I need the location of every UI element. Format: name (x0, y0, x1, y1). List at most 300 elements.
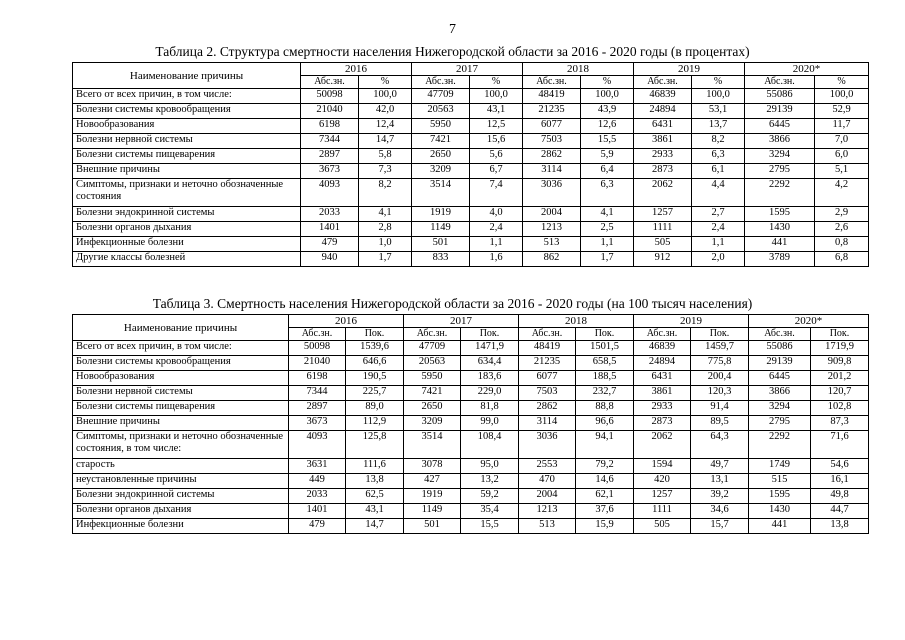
column-header-cause: Наименование причины (73, 63, 301, 89)
value-cell: 6,1 (692, 164, 745, 179)
value-cell: 2033 (289, 489, 346, 504)
cause-name-cell: Новообразования (73, 371, 289, 386)
value-cell: 62,1 (576, 489, 634, 504)
sub-column-header: Абс.зн. (749, 328, 811, 341)
sub-column-header: % (470, 76, 523, 89)
value-cell: 46839 (634, 89, 692, 104)
value-cell: 79,2 (576, 459, 634, 474)
year-header: 2018 (523, 63, 634, 76)
value-cell: 1401 (301, 222, 359, 237)
value-cell: 3866 (749, 386, 811, 401)
value-cell: 1213 (523, 222, 581, 237)
value-cell: 658,5 (576, 356, 634, 371)
value-cell: 14,7 (346, 519, 404, 534)
value-cell: 13,1 (691, 474, 749, 489)
table-row (73, 386, 869, 401)
value-cell: 3036 (523, 179, 581, 207)
sub-column-header: Пок. (461, 328, 519, 341)
value-cell: 2033 (301, 207, 359, 222)
year-header: 2017 (412, 63, 523, 76)
value-cell: 7421 (404, 386, 461, 401)
value-cell: 2,4 (470, 222, 523, 237)
value-cell: 6077 (523, 119, 581, 134)
cause-name-cell: Инфекционные болезни (73, 519, 289, 534)
value-cell: 4,0 (470, 207, 523, 222)
value-cell: 112,9 (346, 416, 404, 431)
value-cell: 52,9 (815, 104, 869, 119)
value-cell: 200,4 (691, 371, 749, 386)
sub-column-header: Абс.зн. (412, 76, 470, 89)
value-cell: 2062 (634, 179, 692, 207)
value-cell: 46839 (634, 341, 691, 356)
table-row (73, 519, 869, 534)
value-cell: 13,8 (811, 519, 869, 534)
value-cell: 1213 (519, 504, 576, 519)
value-cell: 225,7 (346, 386, 404, 401)
value-cell: 4,2 (815, 179, 869, 207)
value-cell: 102,8 (811, 401, 869, 416)
value-cell: 1401 (289, 504, 346, 519)
value-cell: 912 (634, 252, 692, 267)
value-cell: 2062 (634, 431, 691, 459)
sub-column-header: Пок. (346, 328, 404, 341)
value-cell: 1595 (749, 489, 811, 504)
value-cell: 6431 (634, 119, 692, 134)
cause-name-cell: Болезни эндокринной системы (73, 207, 301, 222)
value-cell: 515 (749, 474, 811, 489)
value-cell: 2795 (745, 164, 815, 179)
value-cell: 479 (301, 237, 359, 252)
table-row (73, 474, 869, 489)
value-cell: 2553 (519, 459, 576, 474)
table-row (73, 416, 869, 431)
value-cell: 775,8 (691, 356, 749, 371)
value-cell: 2795 (749, 416, 811, 431)
value-cell: 14,6 (576, 474, 634, 489)
value-cell: 43,1 (346, 504, 404, 519)
value-cell: 29139 (749, 356, 811, 371)
table-row (73, 371, 869, 386)
value-cell: 6,7 (470, 164, 523, 179)
value-cell: 183,6 (461, 371, 519, 386)
value-cell: 229,0 (461, 386, 519, 401)
cause-name-cell: Инфекционные болезни (73, 237, 301, 252)
table-row (73, 237, 869, 252)
value-cell: 20563 (412, 104, 470, 119)
value-cell: 1,1 (581, 237, 634, 252)
value-cell: 87,3 (811, 416, 869, 431)
sub-column-header: % (815, 76, 869, 89)
value-cell: 2,7 (692, 207, 745, 222)
table-row (73, 252, 869, 267)
table-row (73, 119, 869, 134)
value-cell: 3514 (404, 431, 461, 459)
value-cell: 4093 (301, 179, 359, 207)
sub-column-header: Пок. (811, 328, 869, 341)
sub-column-header: Абс.зн. (301, 76, 359, 89)
value-cell: 11,7 (815, 119, 869, 134)
value-cell: 13,2 (461, 474, 519, 489)
value-cell: 91,4 (691, 401, 749, 416)
value-cell: 12,5 (470, 119, 523, 134)
value-cell: 59,2 (461, 489, 519, 504)
value-cell: 6077 (519, 371, 576, 386)
value-cell: 833 (412, 252, 470, 267)
value-cell: 505 (634, 237, 692, 252)
value-cell: 1919 (412, 207, 470, 222)
value-cell: 2,4 (692, 222, 745, 237)
value-cell: 3673 (289, 416, 346, 431)
value-cell: 71,6 (811, 431, 869, 459)
value-cell: 39,2 (691, 489, 749, 504)
year-header: 2019 (634, 315, 749, 328)
value-cell: 43,9 (581, 104, 634, 119)
value-cell: 4,1 (359, 207, 412, 222)
table-row (73, 134, 869, 149)
value-cell: 1501,5 (576, 341, 634, 356)
value-cell: 43,1 (470, 104, 523, 119)
value-cell: 0,8 (815, 237, 869, 252)
table-row (73, 504, 869, 519)
page-number: 7 (449, 22, 456, 37)
table-2-title: Таблица 2. Структура смертности населения Нижегородской области за 2016 - 2020 годы (в процентах) (155, 44, 750, 59)
value-cell: 15,5 (581, 134, 634, 149)
value-cell: 3114 (519, 416, 576, 431)
value-cell: 479 (289, 519, 346, 534)
cause-name-cell: Другие классы болезней (73, 252, 301, 267)
value-cell: 232,7 (576, 386, 634, 401)
value-cell: 2292 (749, 431, 811, 459)
value-cell: 96,6 (576, 416, 634, 431)
value-cell: 44,7 (811, 504, 869, 519)
value-cell: 108,4 (461, 431, 519, 459)
sub-column-header: Абс.зн. (745, 76, 815, 89)
sub-column-header: Абс.зн. (404, 328, 461, 341)
table-row (73, 179, 869, 207)
value-cell: 2004 (523, 207, 581, 222)
value-cell: 7,0 (815, 134, 869, 149)
value-cell: 16,1 (811, 474, 869, 489)
value-cell: 3861 (634, 134, 692, 149)
value-cell: 2004 (519, 489, 576, 504)
value-cell: 1111 (634, 504, 691, 519)
value-cell: 3209 (412, 164, 470, 179)
value-cell: 1919 (404, 489, 461, 504)
value-cell: 88,8 (576, 401, 634, 416)
cause-name-cell: Внешние причины (73, 416, 289, 431)
value-cell: 7503 (523, 134, 581, 149)
value-cell: 513 (523, 237, 581, 252)
value-cell: 49,7 (691, 459, 749, 474)
value-cell: 190,5 (346, 371, 404, 386)
value-cell: 3866 (745, 134, 815, 149)
value-cell: 5950 (412, 119, 470, 134)
cause-name-cell: Болезни органов дыхания (73, 504, 289, 519)
value-cell: 21040 (289, 356, 346, 371)
value-cell: 6445 (745, 119, 815, 134)
value-cell: 13,7 (692, 119, 745, 134)
cause-name-cell: неустановленные причины (73, 474, 289, 489)
value-cell: 48419 (519, 341, 576, 356)
value-cell: 3294 (749, 401, 811, 416)
value-cell: 49,8 (811, 489, 869, 504)
value-cell: 50098 (289, 341, 346, 356)
value-cell: 501 (412, 237, 470, 252)
value-cell: 7503 (519, 386, 576, 401)
value-cell: 89,5 (691, 416, 749, 431)
value-cell: 7344 (301, 134, 359, 149)
value-cell: 3036 (519, 431, 576, 459)
year-header: 2019 (634, 63, 745, 76)
value-cell: 2292 (745, 179, 815, 207)
value-cell: 2,8 (359, 222, 412, 237)
sub-column-header: % (359, 76, 412, 89)
table-row (73, 341, 869, 356)
value-cell: 2933 (634, 149, 692, 164)
value-cell: 120,3 (691, 386, 749, 401)
value-cell: 1459,7 (691, 341, 749, 356)
cause-name-cell: Симптомы, признаки и неточно обозначенные состояния (73, 179, 301, 207)
year-header: 2016 (301, 63, 412, 76)
value-cell: 1719,9 (811, 341, 869, 356)
value-cell: 2862 (523, 149, 581, 164)
value-cell: 449 (289, 474, 346, 489)
value-cell: 5,9 (581, 149, 634, 164)
value-cell: 21040 (301, 104, 359, 119)
value-cell: 1471,9 (461, 341, 519, 356)
sub-column-header: Абс.зн. (519, 328, 576, 341)
value-cell: 3209 (404, 416, 461, 431)
value-cell: 100,0 (470, 89, 523, 104)
value-cell: 1,7 (359, 252, 412, 267)
value-cell: 1111 (634, 222, 692, 237)
value-cell: 1430 (749, 504, 811, 519)
table-row (73, 89, 869, 104)
value-cell: 100,0 (692, 89, 745, 104)
table-row (73, 149, 869, 164)
value-cell: 940 (301, 252, 359, 267)
table-row (73, 489, 869, 504)
value-cell: 35,4 (461, 504, 519, 519)
table-row (73, 356, 869, 371)
value-cell: 1257 (634, 207, 692, 222)
value-cell: 909,8 (811, 356, 869, 371)
value-cell: 15,6 (470, 134, 523, 149)
value-cell: 99,0 (461, 416, 519, 431)
value-cell: 12,6 (581, 119, 634, 134)
value-cell: 8,2 (359, 179, 412, 207)
value-cell: 7344 (289, 386, 346, 401)
value-cell: 24894 (634, 104, 692, 119)
value-cell: 5,6 (470, 149, 523, 164)
value-cell: 2,0 (692, 252, 745, 267)
value-cell: 1539,6 (346, 341, 404, 356)
value-cell: 1430 (745, 222, 815, 237)
cause-name-cell: Внешние причины (73, 164, 301, 179)
value-cell: 441 (749, 519, 811, 534)
year-header: 2017 (404, 315, 519, 328)
value-cell: 7421 (412, 134, 470, 149)
value-cell: 24894 (634, 356, 691, 371)
value-cell: 29139 (745, 104, 815, 119)
value-cell: 513 (519, 519, 576, 534)
value-cell: 42,0 (359, 104, 412, 119)
table-row (73, 104, 869, 119)
value-cell: 3514 (412, 179, 470, 207)
value-cell: 47709 (404, 341, 461, 356)
year-header: 2020* (745, 63, 869, 76)
cause-name-cell: Болезни эндокринной системы (73, 489, 289, 504)
value-cell: 1594 (634, 459, 691, 474)
value-cell: 1149 (404, 504, 461, 519)
value-cell: 6,4 (581, 164, 634, 179)
value-cell: 6198 (289, 371, 346, 386)
cause-name-cell: Болезни системы кровообращения (73, 104, 301, 119)
cause-name-cell: Болезни системы кровообращения (73, 356, 289, 371)
value-cell: 15,7 (691, 519, 749, 534)
value-cell: 2897 (289, 401, 346, 416)
value-cell: 1,0 (359, 237, 412, 252)
value-cell: 1149 (412, 222, 470, 237)
table-row (73, 207, 869, 222)
value-cell: 89,0 (346, 401, 404, 416)
value-cell: 188,5 (576, 371, 634, 386)
value-cell: 6,8 (815, 252, 869, 267)
value-cell: 20563 (404, 356, 461, 371)
sub-column-header: % (581, 76, 634, 89)
value-cell: 6198 (301, 119, 359, 134)
value-cell: 100,0 (359, 89, 412, 104)
value-cell: 3789 (745, 252, 815, 267)
value-cell: 15,5 (461, 519, 519, 534)
cause-name-cell: Болезни нервной системы (73, 134, 301, 149)
year-header: 2018 (519, 315, 634, 328)
cause-name-cell: Болезни системы пищеварения (73, 149, 301, 164)
value-cell: 1595 (745, 207, 815, 222)
value-cell: 634,4 (461, 356, 519, 371)
value-cell: 100,0 (581, 89, 634, 104)
value-cell: 62,5 (346, 489, 404, 504)
value-cell: 420 (634, 474, 691, 489)
value-cell: 3078 (404, 459, 461, 474)
value-cell: 6,3 (581, 179, 634, 207)
year-header: 2016 (289, 315, 404, 328)
value-cell: 7,4 (470, 179, 523, 207)
sub-column-header: Пок. (576, 328, 634, 341)
value-cell: 3673 (301, 164, 359, 179)
cause-name-cell: старость (73, 459, 289, 474)
value-cell: 21235 (523, 104, 581, 119)
cause-name-cell: Болезни органов дыхания (73, 222, 301, 237)
value-cell: 34,6 (691, 504, 749, 519)
sub-column-header: Абс.зн. (289, 328, 346, 341)
sub-column-header: Абс.зн. (634, 76, 692, 89)
value-cell: 2650 (412, 149, 470, 164)
sub-column-header: Абс.зн. (634, 328, 691, 341)
value-cell: 201,2 (811, 371, 869, 386)
value-cell: 3114 (523, 164, 581, 179)
table-row (73, 164, 869, 179)
sub-column-header: Пок. (691, 328, 749, 341)
value-cell: 2650 (404, 401, 461, 416)
value-cell: 111,6 (346, 459, 404, 474)
value-cell: 37,6 (576, 504, 634, 519)
value-cell: 2862 (519, 401, 576, 416)
table-2-mortality-structure (72, 62, 869, 267)
value-cell: 4,4 (692, 179, 745, 207)
value-cell: 53,1 (692, 104, 745, 119)
value-cell: 2933 (634, 401, 691, 416)
value-cell: 5,1 (815, 164, 869, 179)
value-cell: 2,9 (815, 207, 869, 222)
value-cell: 21235 (519, 356, 576, 371)
value-cell: 2873 (634, 164, 692, 179)
value-cell: 15,9 (576, 519, 634, 534)
value-cell: 55086 (745, 89, 815, 104)
value-cell: 2873 (634, 416, 691, 431)
value-cell: 1,1 (692, 237, 745, 252)
value-cell: 1,1 (470, 237, 523, 252)
cause-name-cell: Болезни нервной системы (73, 386, 289, 401)
cause-name-cell: Симптомы, признаки и неточно обозначенные состояния, в том числе: (73, 431, 289, 459)
value-cell: 2,5 (581, 222, 634, 237)
value-cell: 1749 (749, 459, 811, 474)
value-cell: 54,6 (811, 459, 869, 474)
value-cell: 6431 (634, 371, 691, 386)
value-cell: 1,7 (581, 252, 634, 267)
table-row (73, 459, 869, 474)
cause-name-cell: Новообразования (73, 119, 301, 134)
value-cell: 4,1 (581, 207, 634, 222)
table-3-mortality-rate (72, 314, 869, 534)
sub-column-header: % (692, 76, 745, 89)
value-cell: 862 (523, 252, 581, 267)
cause-name-cell: Болезни системы пищеварения (73, 401, 289, 416)
value-cell: 95,0 (461, 459, 519, 474)
sub-column-header: Абс.зн. (523, 76, 581, 89)
value-cell: 441 (745, 237, 815, 252)
value-cell: 12,4 (359, 119, 412, 134)
value-cell: 5,8 (359, 149, 412, 164)
value-cell: 2,6 (815, 222, 869, 237)
value-cell: 505 (634, 519, 691, 534)
value-cell: 470 (519, 474, 576, 489)
value-cell: 50098 (301, 89, 359, 104)
value-cell: 48419 (523, 89, 581, 104)
table-row (73, 431, 869, 459)
value-cell: 1,6 (470, 252, 523, 267)
value-cell: 120,7 (811, 386, 869, 401)
year-header: 2020* (749, 315, 869, 328)
value-cell: 2897 (301, 149, 359, 164)
cause-name-cell: Всего от всех причин, в том числе: (73, 89, 301, 104)
value-cell: 14,7 (359, 134, 412, 149)
value-cell: 7,3 (359, 164, 412, 179)
value-cell: 3294 (745, 149, 815, 164)
value-cell: 100,0 (815, 89, 869, 104)
value-cell: 13,8 (346, 474, 404, 489)
value-cell: 1257 (634, 489, 691, 504)
value-cell: 3861 (634, 386, 691, 401)
value-cell: 427 (404, 474, 461, 489)
value-cell: 94,1 (576, 431, 634, 459)
value-cell: 5950 (404, 371, 461, 386)
value-cell: 47709 (412, 89, 470, 104)
table-row (73, 222, 869, 237)
value-cell: 646,6 (346, 356, 404, 371)
value-cell: 55086 (749, 341, 811, 356)
value-cell: 501 (404, 519, 461, 534)
